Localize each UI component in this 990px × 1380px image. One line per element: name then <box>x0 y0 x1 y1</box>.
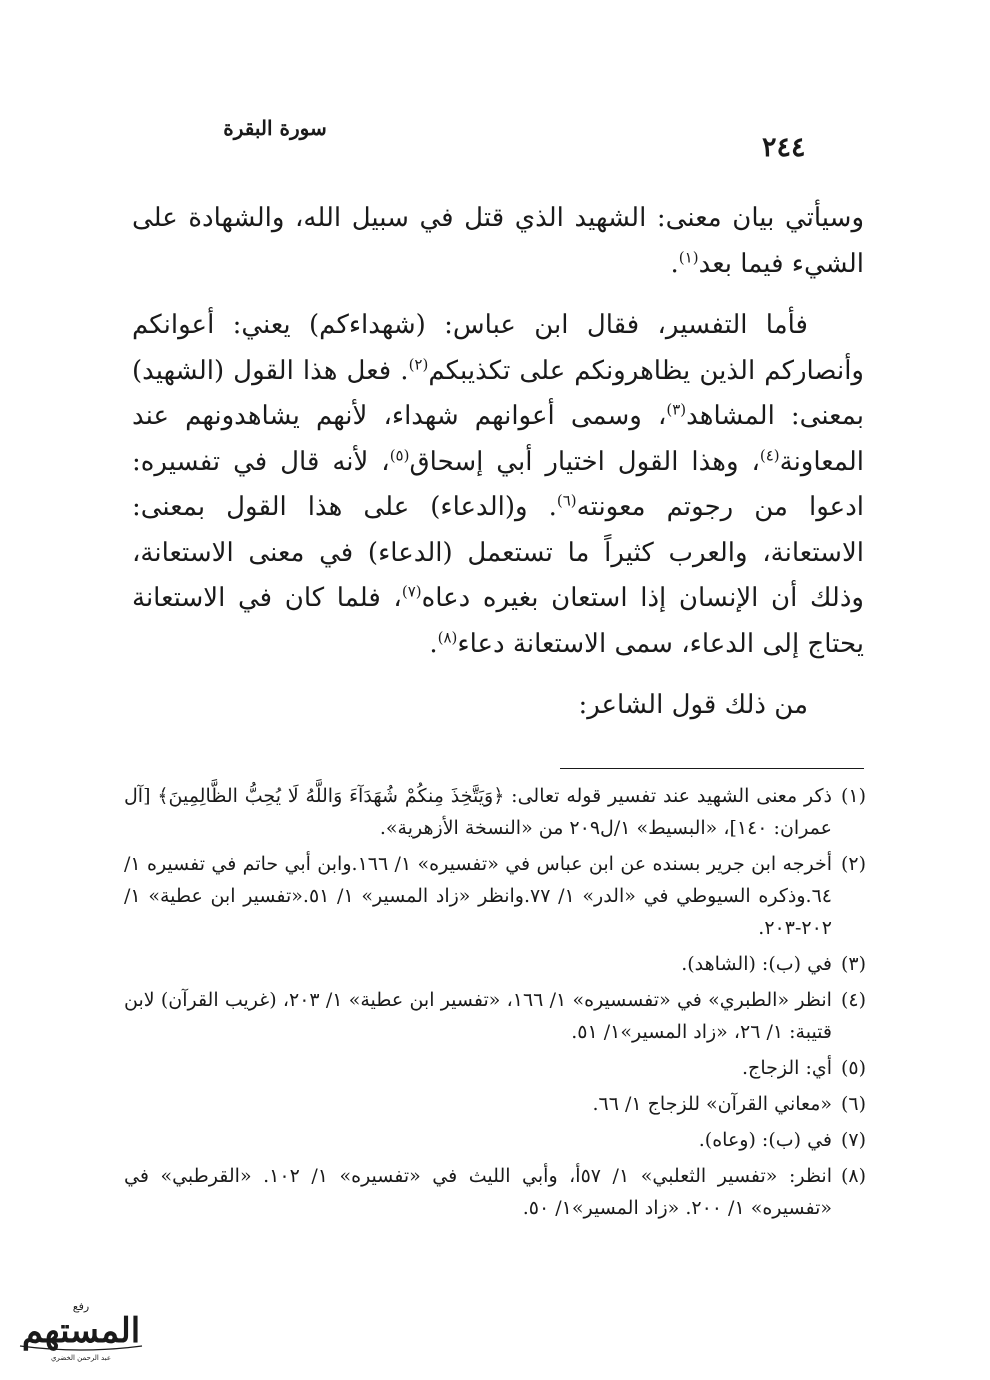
text-run: ، فلما كان في الاستعانة يحتاج إلى الدعاء، سمى الاستعانة دعاء <box>132 583 864 659</box>
paragraph-3: من ذلك قول الشاعر: <box>578 690 808 720</box>
footnote-text: انظر «الطبري» في «تفسسيره» ١/ ١٦٦، «تفسير ابن عطية» ١/ ٢٠٣، (غريب القرآن) لابن قتيبة: ١/ ٢٦، «زاد المسير»١/ ٥١. <box>124 989 832 1043</box>
footnote <box>124 1052 866 1084</box>
footnotes <box>124 780 866 1228</box>
footnote-ref-1[interactable]: (١) <box>678 247 699 266</box>
main-text <box>132 196 864 745</box>
footnote-ref-2[interactable]: (٢) <box>408 354 429 373</box>
text-run: . فعل هذا القول (الشهيد) بمعنى: المشاهد <box>132 355 864 431</box>
footnote-ref-8[interactable]: (٨) <box>437 627 458 646</box>
footnote-text: في (ب): (الشاهد). <box>681 953 832 975</box>
text-run: ، لأنه قال في تفسيره: ادعوا من رجوتم معونته <box>132 446 864 522</box>
footnote-text: في (ب): (وعاه). <box>698 1129 832 1151</box>
text-run: فأما التفسير، فقال ابن عباس: (شهداءكم) يعني: أعوانكم وأنصاركم الذين يظاهرونكم على تكذيبكم <box>132 310 864 386</box>
footnote <box>124 984 866 1048</box>
text-run: وسيأتي بيان معنى: الشهيد الذي قتل في سبيل الله، والشهادة على الشيء فيما بعد <box>132 203 864 279</box>
footnote <box>124 848 866 944</box>
library-stamp-logo <box>6 1296 156 1364</box>
paragraph-1 <box>132 196 864 287</box>
footnote-ref-6[interactable]: (٦) <box>556 491 577 510</box>
footnote <box>124 948 866 980</box>
footnote-number: (٢) <box>840 853 866 875</box>
footnote-number: (٧) <box>840 1129 866 1151</box>
footnote-number: (٣) <box>840 953 866 975</box>
footnote <box>124 780 866 844</box>
footnote-text: أخرجه ابن جرير بسنده عن ابن عباس في «تفسيره» ١/ ١٦٦.وابن أبي حاتم في تفسيره ١/ ٦٤.وذكره السيوطي في «الدر» ١/ ٧٧.وانظر «زاد المسير» ١/ ٥١.«تفسير ابن عطية» ١/ ٢٠٢-٢٠٣. <box>124 853 832 939</box>
footnote-number: (٨) <box>840 1165 866 1187</box>
text-run: ، وسمى أعوانهم شهداء، لأنهم يشاهدونهم عند المعاونة <box>132 401 864 477</box>
text-run: . و(الدعاء) على هذا القول بمعنى: الاستعانة، والعرب كثيراً ما تستعمل (الدعاء) في معنى الاستعانة، وذلك أن الإنسان إذا استعان بغيره دعاه <box>132 492 864 613</box>
footnote-number: (٥) <box>840 1057 866 1079</box>
footnote <box>124 1124 866 1156</box>
stamp-top-text: رفع <box>72 1300 90 1313</box>
text-run: ، وهذا القول اختيار أبي إسحاق <box>409 446 760 477</box>
stamp-main-text: المستهم <box>21 1311 141 1351</box>
footnote-text: ذكر معنى الشهيد عند تفسير قوله تعالى: ﴿وَيَتَّخِذَ مِنكُمْ شُهَدَآءَ وَاللَّهُ لَا يُحِبُّ الظَّالِمِينَ﴾ [آل عمران: ١٤٠]، «البسيط» ١/ل٢٠٩ من «النسخة الأزهرية». <box>124 785 832 839</box>
footnote-ref-7[interactable]: (٧) <box>401 582 422 601</box>
footnote-separator <box>560 768 864 769</box>
text-run: . <box>429 628 438 659</box>
footnote-text: «معاني القرآن» للزجاج ١/ ٦٦. <box>592 1093 832 1115</box>
footnote-number: (٤) <box>840 989 866 1011</box>
footnote-ref-3[interactable]: (٣) <box>666 400 687 419</box>
footnote <box>124 1160 866 1224</box>
footnote-text: أي: الزجاج. <box>742 1057 832 1079</box>
running-title: سورة البقرة <box>223 116 327 140</box>
footnote <box>124 1088 866 1120</box>
text-run: . <box>670 248 679 279</box>
footnote-ref-5[interactable]: (٥) <box>389 445 410 464</box>
footnote-text: انظر: «تفسير الثعلبي» ١/ ٥٧أ، وأبي الليث في «تفسيره» ١/ ١٠٢. «القرطبي» في «تفسيره» ١/ ٢٠٠. «زاد المسير»١/ ٥٠. <box>124 1165 832 1219</box>
footnote-number: (١) <box>840 785 866 807</box>
footnote-ref-4[interactable]: (٤) <box>759 445 780 464</box>
paragraph-2 <box>132 303 864 667</box>
footnote-number: (٦) <box>840 1093 866 1115</box>
page-number: ٢٤٤ <box>762 132 806 163</box>
stamp-small-text: عبد الرحمن الخضري <box>50 1354 112 1362</box>
